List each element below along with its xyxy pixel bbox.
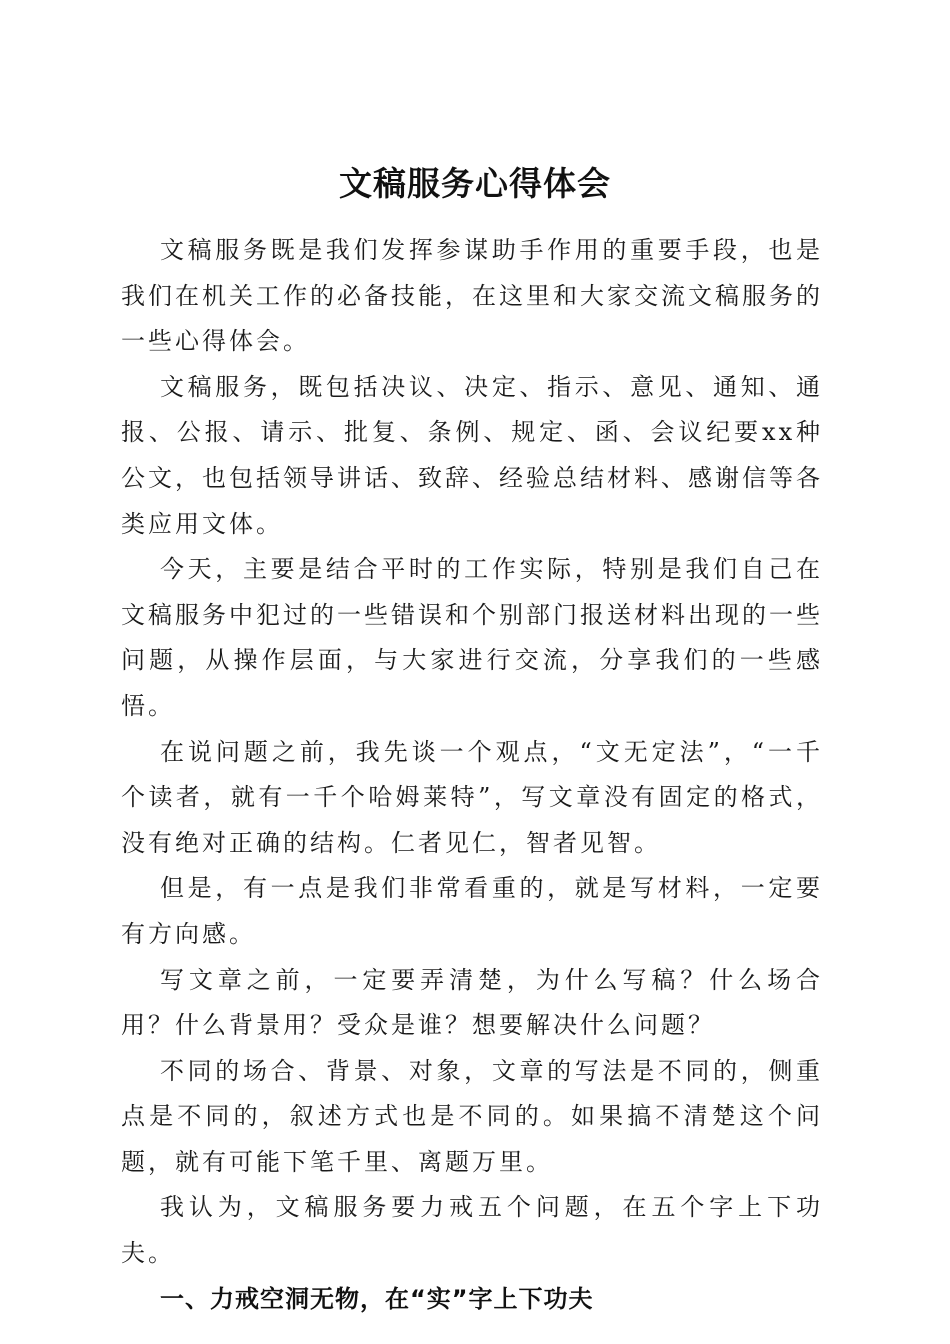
paragraph-viewpoint: 在说问题之前，我先谈一个观点，“文无定法”，“一千个读者，就有一千个哈姆莱特”，写文章没有固定的格式，没有绝对正确的结构。仁者见仁，智者见智。 xyxy=(121,737,823,857)
paragraph-questions: 写文章之前，一定要弄清楚，为什么写稿？什么场合用？什么背景用？受众是谁？想要解决什么问题？ xyxy=(121,965,823,1040)
paragraph-intro: 文稿服务既是我们发挥参谋助手作用的重要手段，也是我们在机关工作的必备技能，在这里和大家交流文稿服务的一些心得体会。 xyxy=(121,236,823,356)
paragraph-differences: 不同的场合、背景、对象，文章的写法是不同的，侧重点是不同的，叙述方式也是不同的。如果搞不清楚这个问题，就有可能下笔千里、离题万里。 xyxy=(121,1056,823,1176)
paragraph-today: 今天，主要是结合平时的工作实际，特别是我们自己在文稿服务中犯过的一些错误和个别部门报送材料出现的一些问题，从操作层面，与大家进行交流，分享我们的一些感悟。 xyxy=(121,555,823,720)
document-title: 文稿服务心得体会 xyxy=(339,164,611,204)
paragraph-direction: 但是，有一点是我们非常看重的，就是写材料，一定要有方向感。 xyxy=(121,874,823,948)
paragraph-scope: 文稿服务，既包括决议、决定、指示、意见、通知、通报、公报、请示、批复、条例、规定、函、会议纪要xx种公文，也包括领导讲话、致辞、经验总结材料、感谢信等各类应用文体。 xyxy=(121,372,823,538)
section-heading-1: 一、力戒空洞无物，在“实”字上下功夫 xyxy=(160,1284,594,1313)
document-body xyxy=(121,228,823,1322)
paragraph-five-problems: 我认为，文稿服务要力戒五个问题，在五个字上下功夫。 xyxy=(121,1193,823,1268)
